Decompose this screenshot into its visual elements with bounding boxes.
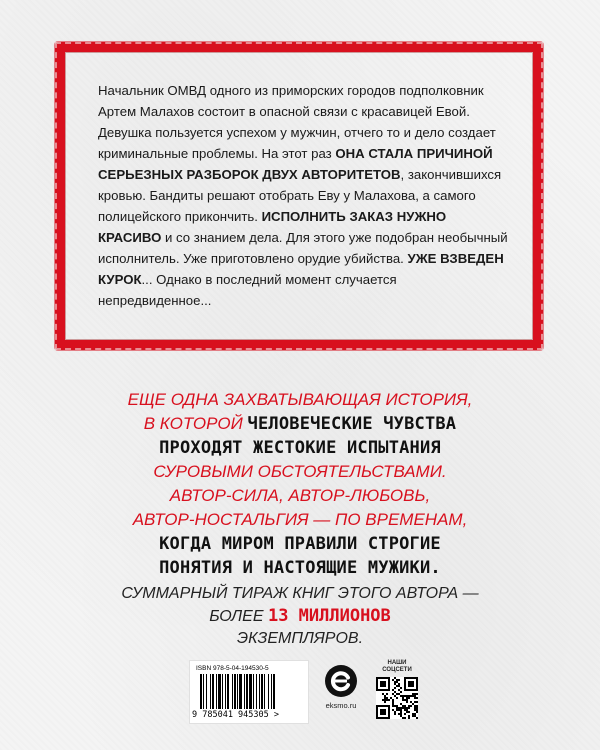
annotation-part: Начальник ОМВД одного из приморских городов подполковник Артем Малахов состоит в опасной связи с красавицей Евой. Девушка пользуется успехом у мужчин, отчего то и дело создает криминальные проблемы. На этот раз [98,83,496,161]
promo-line: ЕЩЕ ОДНА ЗАХВАТЫВАЮЩАЯ ИСТОРИЯ, [127,390,473,409]
circulation-line: СУММАРНЫЙ ТИРАЖ КНИГ ЭТОГО АВТОРА — [121,585,479,602]
isbn-number: ISBN 978-5-04-194530-5 [196,665,269,672]
annotation-part: , закончившихся кровью. Бандиты решают отобрать Еву у Малахова, а самого полицейского прикончить. [98,167,502,224]
promo-line: СУРОВЫМИ ОБСТОЯТЕЛЬСТВАМИ. [153,462,447,481]
circulation-block [0,583,600,650]
annotation-bold: УЖЕ ВЗВЕДЕН КУРОК [98,251,504,287]
circulation-number: 13 МИЛЛИОНОВ [267,606,391,626]
promo-line-bold: КОГДА МИРОМ ПРАВИЛИ СТРОГИЕ [159,534,441,554]
promo-line-bold: ЧЕЛОВЕЧЕСКИЕ ЧУВСТВА [247,414,457,434]
barcode-bars [200,674,300,709]
promo-line: АВТОР-НОСТАЛЬГИЯ — ПО ВРЕМЕНАМ, [132,510,468,529]
social-qr-block [373,660,421,722]
publisher-site: eksmo.ru [325,701,357,710]
promo-block [0,388,600,580]
circulation-line: ЭКЗЕМПЛЯРОВ. [236,630,364,647]
annotation-bold: ИСПОЛНИТЬ ЗАКАЗ НУЖНО КРАСИВО [98,209,447,245]
circulation-line: БОЛЕЕ [209,608,264,625]
barcode [189,660,309,724]
publisher-logo [318,664,364,719]
promo-line: В КОТОРОЙ [143,414,243,433]
eksmo-logo-icon [324,664,358,698]
annotation-text [98,80,508,311]
annotation-part: ... Однако в последний момент случается непредвиденное... [98,272,397,308]
barcode-digits: 9 785041 945305 > [192,710,279,720]
promo-line-bold: ПОНЯТИЯ И НАСТОЯЩИЕ МУЖИКИ. [159,558,441,578]
annotation-part: и со знанием дела. Для этого уже подобран необычный исполнитель. Уже приготовлено орудие убийства. [98,230,508,266]
promo-line-bold: ПРОХОДЯТ ЖЕСТОКИЕ ИСПЫТАНИЯ [159,438,441,458]
annotation-bold: ОНА СТАЛА ПРИЧИНОЙ СЕРЬЕЗНЫХ РАЗБОРОК ДВУХ АВТОРИТЕТОВ [98,146,493,182]
promo-line: АВТОР-СИЛА, АВТОР-ЛЮБОВЬ, [169,486,431,505]
social-label: НАШИ СОЦСЕТИ [382,660,412,673]
qr-code-icon [376,677,418,719]
